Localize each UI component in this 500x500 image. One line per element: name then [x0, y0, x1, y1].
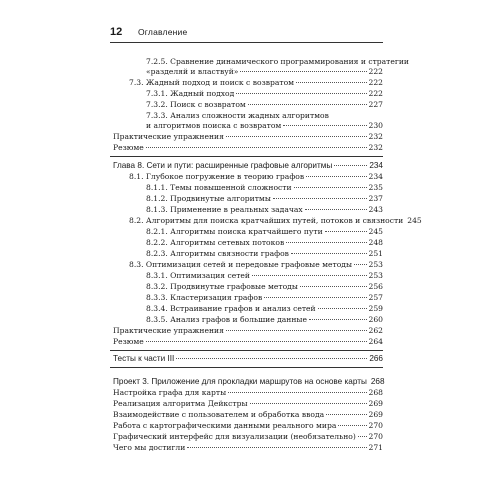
section-rule	[110, 367, 383, 368]
toc-entry-8-1-3: 8.1.3. Применение в реальных задачах 243	[146, 205, 383, 214]
toc-entry-chapter-8: Глава 8. Сети и пути: расширенные графовые алгоритмы 234	[113, 161, 383, 170]
toc-entry-dijkstra: Реализация алгоритма Дейкстры 269	[113, 399, 383, 408]
toc-entry-8-3-5: 8.3.5. Анализ графов и большие данные 260	[146, 315, 383, 324]
section-rule	[110, 350, 383, 351]
toc-entry-8-2: 8.2. Алгоритмы для поиска кратчайших путей, потоков и связности 245	[129, 216, 422, 225]
toc-entry-summary-8: Резюме 264	[113, 337, 383, 346]
toc-entry-8-2-1: 8.2.1. Алгоритмы поиска кратчайшего пути 245	[146, 227, 383, 236]
running-head: Оглавление	[138, 27, 188, 37]
toc-entry-7-3-2: 7.3.2. Поиск с возвратом 227	[146, 100, 383, 109]
toc-entry-summary-7: Резюме 232	[113, 143, 383, 152]
toc-entry-graph-setup: Настройка графа для карты 268	[113, 388, 383, 397]
toc-entry-8-3-2: 8.3.2. Продвинутые графовые методы 256	[146, 282, 383, 291]
toc-entry-8-1: 8.1. Глубокое погружение в теорию графов 234	[129, 172, 383, 181]
toc-entry-8-1-2: 8.1.2. Продвинутые алгоритмы 237	[146, 194, 383, 203]
toc-entry-tests-part-3: Тесты к части III 266	[113, 354, 383, 363]
toc-entry-map-data: Работа с картографическими данными реального мира 270	[113, 421, 383, 430]
toc-entry-user-interaction: Взаимодействие с пользователем и обработка ввода 269	[113, 410, 383, 419]
toc-entry-exercises-8: Практические упражнения 262	[113, 326, 383, 335]
toc-entry-7-3-3-cont: и алгоритмов поиска с возвратом 230	[146, 121, 383, 130]
toc-entry-8-2-2: 8.2.2. Алгоритмы сетевых потоков 248	[146, 238, 383, 247]
toc-entry-7-3: 7.3. Жадный подход и поиск с возвратом 222	[129, 78, 383, 87]
toc-entry-7-3-1: 7.3.1. Жадный подход 222	[146, 89, 383, 98]
toc-entry-project-3: Проект 3. Приложение для прокладки маршрутов на основе карты 268	[113, 377, 385, 386]
toc-entry-7-2-5-cont: «разделяй и властвуй» 222	[146, 67, 383, 76]
toc-entry-8-3-4: 8.3.4. Встраивание графов и анализ сетей 259	[146, 304, 383, 313]
header-rule	[110, 42, 383, 43]
toc-entry-8-3: 8.3. Оптимизация сетей и передовые графовые методы 253	[129, 260, 383, 269]
toc-entry-7-3-3: 7.3.3. Анализ сложности жадных алгоритмов	[146, 111, 329, 120]
toc-entry-achievements: Чего мы достигли 271	[113, 443, 383, 452]
page-header	[110, 26, 410, 40]
toc-entry-8-3-1: 8.3.1. Оптимизация сетей 253	[146, 271, 383, 280]
toc-entry-gui: Графический интерфейс для визуализации (необязательно) 270	[113, 432, 383, 441]
toc-entry-exercises-7: Практические упражнения 232	[113, 132, 383, 141]
toc-entry-8-1-1: 8.1.1. Темы повышенной сложности 235	[146, 183, 383, 192]
page-number: 12	[110, 26, 123, 38]
toc-entry-8-2-3: 8.2.3. Алгоритмы связности графов 251	[146, 249, 383, 258]
toc-entry-7-2-5: 7.2.5. Сравнение динамического программирования и стратегии	[146, 57, 409, 66]
toc-entry-8-3-3: 8.3.3. Кластеризация графов 257	[146, 293, 383, 302]
section-rule	[110, 156, 383, 157]
